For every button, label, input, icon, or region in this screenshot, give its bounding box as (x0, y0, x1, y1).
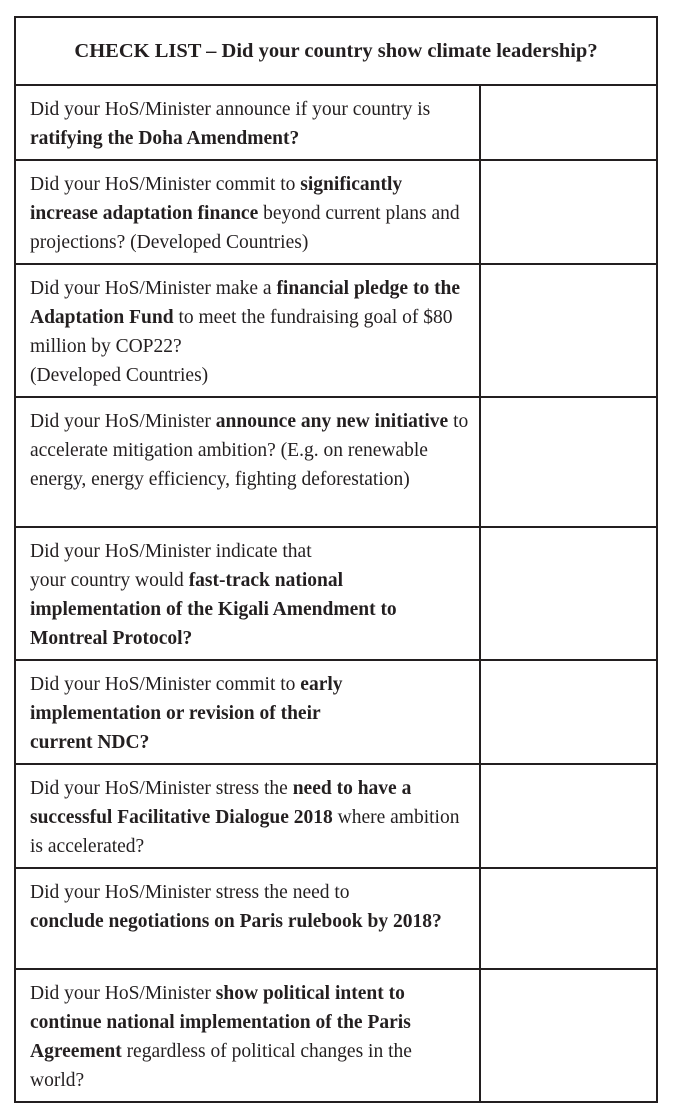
question-emphasis: current NDC? (30, 732, 150, 753)
question-text (15, 527, 480, 660)
question-segment: Did your HoS/Minister (30, 983, 216, 1004)
checklist-row (15, 160, 657, 264)
checklist-row (15, 764, 657, 868)
question-text (15, 660, 480, 764)
answer-checkbox-cell[interactable] (480, 764, 657, 868)
answer-checkbox-cell[interactable] (480, 969, 657, 1102)
question-segment: Did your HoS/Minister indicate that (30, 541, 312, 562)
checklist-body (15, 85, 657, 1102)
question-emphasis: financial pledge to the Adaptation Fund (30, 278, 461, 328)
answer-checkbox-cell[interactable] (480, 397, 657, 527)
question-segment: Did your HoS/Minister commit to (30, 174, 301, 195)
question-segment: Did your HoS/Minister make a (30, 278, 277, 299)
question-emphasis: fast-track national implementation of the Kigali Amendment to Montreal Protocol? (30, 570, 397, 649)
checklist-row (15, 527, 657, 660)
question-segment: regardless of political changes in the world? (30, 1041, 412, 1091)
checklist-row (15, 660, 657, 764)
answer-checkbox-cell[interactable] (480, 85, 657, 160)
answer-checkbox-cell[interactable] (480, 660, 657, 764)
question-text (15, 868, 480, 969)
checklist-row (15, 868, 657, 969)
question-emphasis: announce any new initiative (215, 411, 449, 432)
checklist-header-row (15, 17, 657, 85)
question-emphasis: ratifying the Doha Amendment? (30, 128, 300, 149)
question-segment: Did your HoS/Minister (30, 411, 216, 432)
question-segment: (Developed Countries) (30, 365, 209, 386)
question-segment: Did your HoS/Minister stress the (30, 778, 293, 799)
checklist-row (15, 397, 657, 527)
question-segment: to accelerate mitigation ambition? (E.g. on renewable energy, energy efficiency, fighting deforestation) (30, 411, 469, 490)
question-segment: Did your HoS/Minister commit to (30, 674, 301, 695)
answer-checkbox-cell[interactable] (480, 868, 657, 969)
question-emphasis: need to have a successful Facilitative Dialogue 2018 (30, 778, 412, 828)
question-text (15, 264, 480, 397)
answer-checkbox-cell[interactable] (480, 527, 657, 660)
question-emphasis: conclude negotiations on Paris rulebook by 2018? (30, 911, 442, 932)
question-segment: Did your HoS/Minister announce if your country is (30, 99, 431, 120)
checklist-row (15, 264, 657, 397)
question-text (15, 85, 480, 160)
question-emphasis: early implementation or revision of their (30, 674, 343, 724)
question-emphasis: show political intent to continue national implementation of the Paris Agreement (30, 983, 411, 1062)
question-segment: to meet the fundraising goal of $80 million by COP22? (30, 307, 453, 357)
question-segment: Did your HoS/Minister stress the need to (30, 882, 350, 903)
question-text (15, 969, 480, 1102)
question-text (15, 764, 480, 868)
checklist-row (15, 969, 657, 1102)
answer-checkbox-cell[interactable] (480, 264, 657, 397)
question-emphasis: significantly increase adaptation finance (30, 174, 403, 224)
checklist-row (15, 85, 657, 160)
question-text (15, 397, 480, 527)
checklist-title: CHECK LIST – Did your country show climate leadership? (15, 17, 657, 85)
question-segment: beyond current plans and projections? (Developed Countries) (30, 203, 460, 253)
question-segment: your country would (30, 570, 189, 591)
question-segment: where ambition is accelerated? (30, 807, 460, 857)
checklist-table (14, 16, 658, 1103)
answer-checkbox-cell[interactable] (480, 160, 657, 264)
question-text (15, 160, 480, 264)
